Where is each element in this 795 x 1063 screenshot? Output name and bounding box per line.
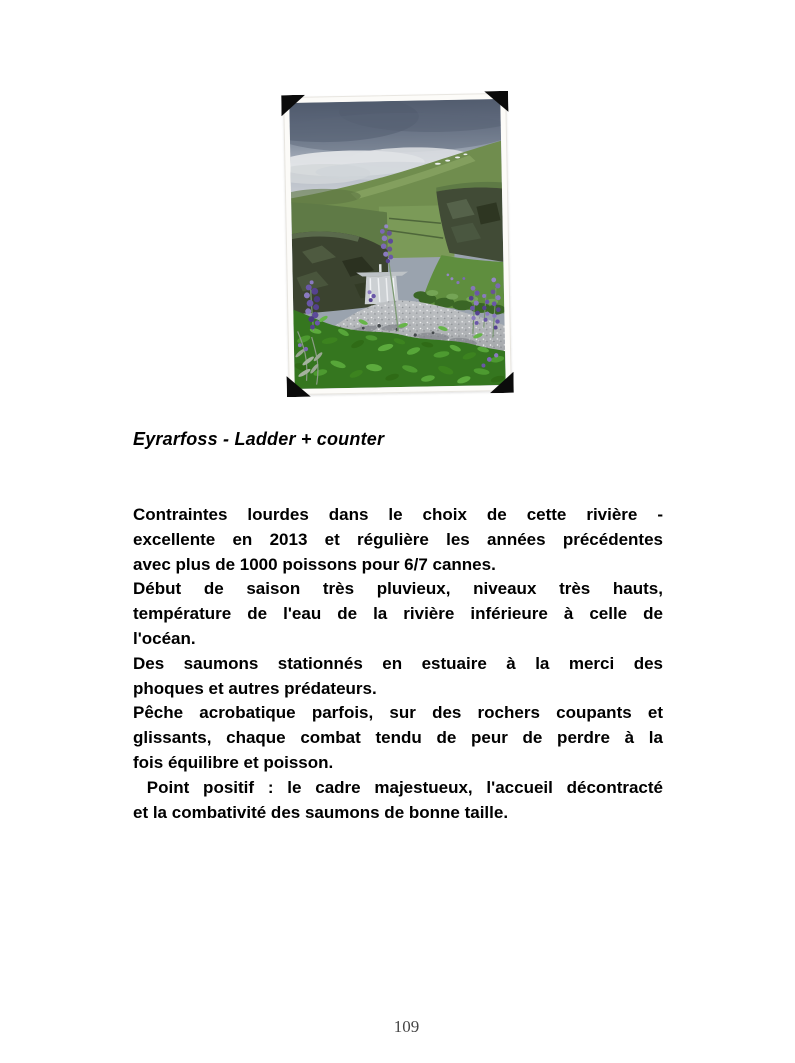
river-landscape-photo	[289, 99, 505, 389]
body-text	[133, 503, 663, 825]
body-line: Début de saison très pluvieux, niveaux très hauts,	[133, 579, 663, 599]
page-number: 109	[393, 1017, 420, 1036]
body-line: et la combativité des saumons de bonne taille.	[133, 802, 509, 822]
landscape-illustration	[289, 99, 505, 389]
photo-caption: Eyrarfoss - Ladder + counter	[133, 429, 385, 449]
body-line: Des saumons stationnés en estuaire à la merci des	[133, 653, 663, 673]
body-line: phoques et autres prédateurs.	[133, 678, 377, 698]
body-line: glissants, chaque combat tendu de peur de perdre à la	[133, 728, 663, 748]
body-line: excellente en 2013 et régulière les années précédentes	[133, 529, 663, 549]
body-line: fois équilibre et poisson.	[133, 752, 334, 772]
body-line: température de l'eau de la rivière inférieure à celle de	[133, 604, 663, 624]
photo-frame	[283, 93, 512, 395]
body-line: Contraintes lourdes dans le choix de cette rivière -	[133, 505, 663, 524]
body-line: avec plus de 1000 poissons pour 6/7 cannes.	[133, 554, 496, 574]
body-line: Pêche acrobatique parfois, sur des rochers coupants et	[133, 703, 663, 723]
body-line: Point positif : le cadre majestueux, l'accueil décontracté	[133, 777, 663, 797]
body-line: l'océan.	[133, 628, 196, 648]
